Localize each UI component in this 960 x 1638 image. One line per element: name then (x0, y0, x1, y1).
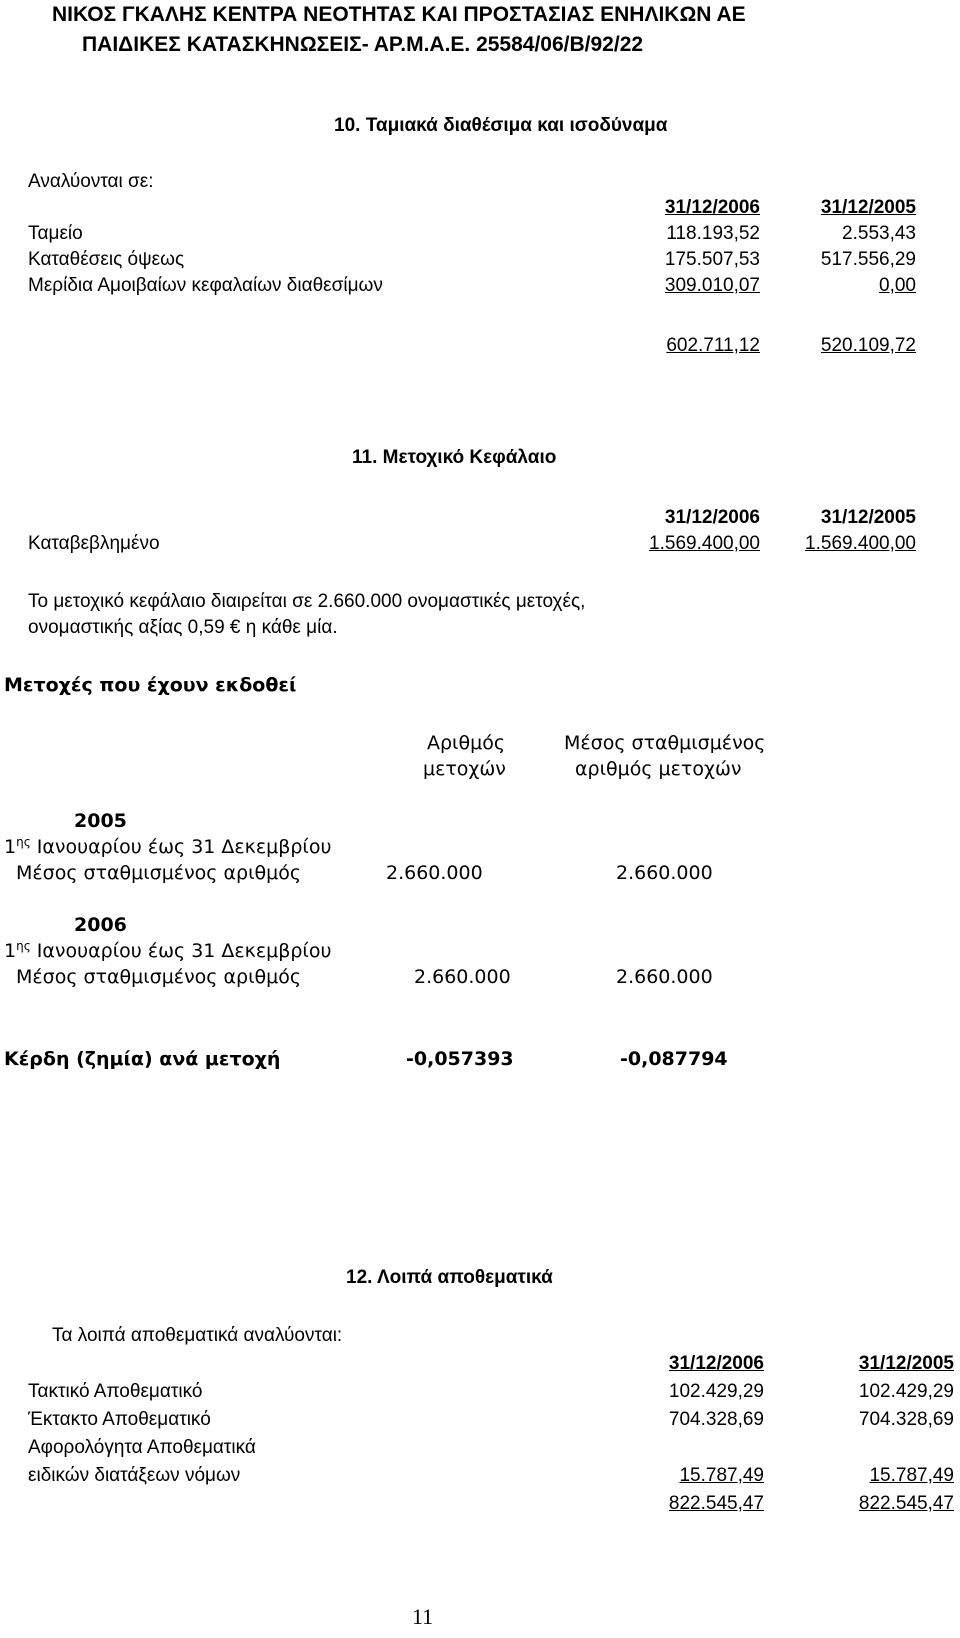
note11-value-2006: 1.569.400,00 (649, 533, 760, 554)
note10-title: 10. Ταμιακά διαθέσιμα και ισοδύναμα (334, 115, 668, 136)
note12-row-value-2006: 704.328,69 (668, 1409, 764, 1430)
note12-col1-header: 31/12/2006 (668, 1353, 764, 1374)
note11-col2-header: 31/12/2005 (820, 507, 916, 528)
note12-row3-label-line1: Αφορολόγητα Αποθεματικά (28, 1437, 256, 1458)
note11-row-label: Καταβεβλημένο (28, 533, 160, 554)
note12-col2-header: 31/12/2005 (858, 1353, 954, 1374)
shares-avg-label: Μέσος σταθμισμένος αριθμός (16, 966, 301, 988)
shares-head-count-line2: μετοχών (423, 758, 506, 780)
note10-col1-header: 31/12/2006 (664, 197, 760, 218)
note10-row-value-2006: 309.010,07 (664, 275, 760, 296)
note10-intro: Αναλύονται σε: (28, 171, 154, 192)
note10-total-2006: 602.711,12 (666, 335, 760, 356)
shares-count-value: 2.660.000 (414, 966, 511, 988)
note12-row-value-2006: 102.429,29 (668, 1381, 764, 1402)
shares-year: 2005 (74, 810, 127, 832)
shares-avg-label: Μέσος σταθμισμένος αριθμός (16, 862, 301, 884)
note10-row-label: Καταθέσεις όψεως (28, 249, 185, 270)
shares-head-avg-line1: Μέσος σταθμισμένος (564, 732, 766, 754)
note10-row-value-2005: 517.556,29 (820, 249, 916, 270)
note10-row-value-2006: 175.507,53 (664, 249, 760, 270)
note11-value-2005: 1.569.400,00 (805, 533, 916, 554)
note10-row-value-2006: 118.193,52 (666, 223, 760, 244)
shares-year: 2006 (74, 914, 127, 936)
note12-row-label: Τακτικό Αποθεματικό (28, 1381, 203, 1402)
shares-count-value: 2.660.000 (386, 862, 483, 884)
shares-title: Μετοχές που έχουν εκδοθεί (4, 674, 297, 696)
note10-col2-header: 31/12/2005 (820, 197, 916, 218)
note12-row-label: Έκτακτο Αποθεματικό (28, 1409, 211, 1430)
eps-label: Κέρδη (ζημία) ανά μετοχή (4, 1048, 281, 1070)
page-number: 11 (412, 1604, 434, 1629)
shares-head-count-line1: Αριθμός (427, 732, 505, 754)
company-header-line2: ΠΑΙΔΙΚΕΣ ΚΑΤΑΣΚΗΝΩΣΕΙΣ- ΑΡ.Μ.Α.Ε. 25584/06/Β/92/22 (82, 33, 644, 56)
note10-row-label: Μερίδια Αμοιβαίων κεφαλαίων διαθεσίμων (28, 275, 383, 296)
note12-row3-value-2005: 15.787,49 (869, 1465, 954, 1486)
note12-total-2006: 822.545,47 (668, 1493, 764, 1514)
note12-row-value-2005: 704.328,69 (858, 1409, 954, 1430)
shares-period-range: $1^{\eta\varsigma}$ Ιανουαρίου έως 31 Δεκεμβρίου (4, 939, 332, 962)
eps-value-2: -0,087794 (620, 1048, 728, 1070)
company-header-line1: ΝΙΚΟΣ ΓΚΑΛΗΣ ΚΕΝΤΡΑ ΝΕΟΤΗΤΑΣ ΚΑΙ ΠΡΟΣΤΑΣΙΑΣ ΕΝΗΛΙΚΩΝ ΑΕ (52, 3, 746, 26)
note12-row3-value-2006: 15.787,49 (679, 1465, 764, 1486)
shares-head-avg-line2: αριθμός μετοχών (575, 758, 742, 780)
note10-total-2005: 520.109,72 (820, 335, 916, 356)
note10-row-value-2005: 2.553,43 (842, 223, 916, 244)
eps-value-1: -0,057393 (406, 1048, 514, 1070)
note11-col1-header: 31/12/2006 (664, 507, 760, 528)
note11-text-line2: ονομαστικής αξίας 0,59 € η κάθε μία. (28, 617, 338, 638)
note12-row-value-2005: 102.429,29 (858, 1381, 954, 1402)
note10-row-value-2005: 0,00 (879, 275, 916, 296)
shares-avg-value: 2.660.000 (616, 966, 713, 988)
note10-row-label: Ταμείο (28, 223, 83, 244)
note12-total-2005: 822.545,47 (858, 1493, 954, 1514)
shares-period-range: $1^{\eta\varsigma}$ Ιανουαρίου έως 31 Δεκεμβρίου (4, 835, 332, 858)
note12-row3-label-line2: ειδικών διατάξεων νόμων (28, 1465, 241, 1486)
shares-avg-value: 2.660.000 (616, 862, 713, 884)
note12-title: 12. Λοιπά αποθεματικά (346, 1267, 553, 1288)
note11-text-line1: Το μετοχικό κεφάλαιο διαιρείται σε 2.660.000 ονομαστικές μετοχές, (28, 591, 586, 612)
note12-intro: Τα λοιπά αποθεματικά αναλύονται: (52, 1325, 343, 1346)
note11-title: 11. Μετοχικό Κεφάλαιο (352, 447, 557, 468)
